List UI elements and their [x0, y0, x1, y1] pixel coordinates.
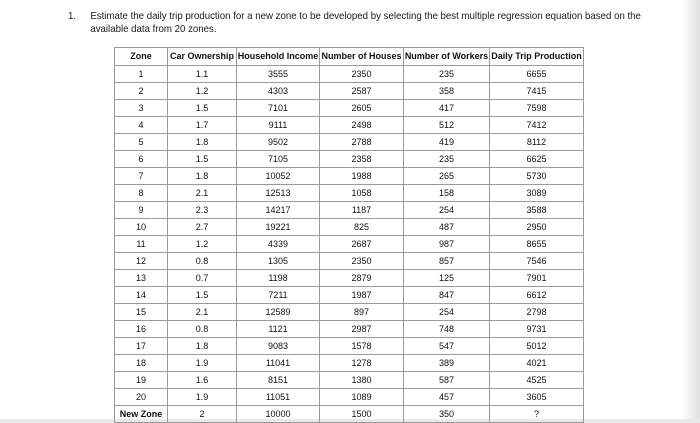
cell-number-of-workers: 125: [404, 270, 490, 287]
cell-car-ownership: 2.3: [168, 202, 237, 219]
cell-daily-trip-production: 8112: [490, 134, 584, 151]
cell-car-ownership: 0.7: [168, 270, 237, 287]
cell-number-of-houses: 1187: [320, 202, 404, 219]
cell-zone: 2: [115, 83, 168, 100]
cell-number-of-houses: 2605: [320, 100, 404, 117]
header-number-of-houses: Number of Houses: [320, 48, 404, 66]
table-row: [115, 117, 584, 134]
table-row: [115, 321, 584, 338]
table-row: [115, 83, 584, 100]
cell-zone: 8: [115, 185, 168, 202]
cell-car-ownership: 1.8: [168, 168, 237, 185]
cell-car-ownership: 2.7: [168, 219, 237, 236]
cell-number-of-houses: 1089: [320, 389, 404, 406]
cell-daily-trip-production: 7598: [490, 100, 584, 117]
cell-daily-trip-production: 5730: [490, 168, 584, 185]
cell-household-income: 8151: [237, 372, 320, 389]
cell-car-ownership: 1.6: [168, 372, 237, 389]
cell-household-income: 12513: [237, 185, 320, 202]
cell-number-of-workers: 587: [404, 372, 490, 389]
cell-zone: 1: [115, 66, 168, 83]
table-row: [115, 355, 584, 372]
table-row: [115, 406, 584, 423]
header-zone: Zone: [115, 48, 168, 66]
cell-zone: 15: [115, 304, 168, 321]
cell-number-of-houses: 2350: [320, 66, 404, 83]
cell-zone: 13: [115, 270, 168, 287]
cell-zone: 7: [115, 168, 168, 185]
table-row: [115, 338, 584, 355]
header-household-income: Household Income: [237, 48, 320, 66]
cell-number-of-workers: 417: [404, 100, 490, 117]
cell-number-of-workers: 487: [404, 219, 490, 236]
cell-number-of-houses: 1380: [320, 372, 404, 389]
cell-zone: 11: [115, 236, 168, 253]
header-car-ownership: Car Ownership: [168, 48, 237, 66]
cell-number-of-workers: 857: [404, 253, 490, 270]
cell-household-income: 4303: [237, 83, 320, 100]
cell-car-ownership: 1.9: [168, 389, 237, 406]
cell-daily-trip-production: 7546: [490, 253, 584, 270]
cell-car-ownership: 1.9: [168, 355, 237, 372]
cell-daily-trip-production: ?: [490, 406, 584, 423]
cell-daily-trip-production: 3588: [490, 202, 584, 219]
table-row: [115, 185, 584, 202]
cell-daily-trip-production: 8655: [490, 236, 584, 253]
cell-number-of-houses: 825: [320, 219, 404, 236]
cell-household-income: 7101: [237, 100, 320, 117]
cell-number-of-houses: 2358: [320, 151, 404, 168]
cell-household-income: 1198: [237, 270, 320, 287]
cell-number-of-houses: 1578: [320, 338, 404, 355]
cell-daily-trip-production: 5012: [490, 338, 584, 355]
table-row: [115, 151, 584, 168]
cell-household-income: 19221: [237, 219, 320, 236]
cell-number-of-houses: 2587: [320, 83, 404, 100]
cell-car-ownership: 2: [168, 406, 237, 423]
question-text: Estimate the daily trip production for a new zone to be developed by selecting the best multiple regression equation based on the available data from 20 zones.: [90, 11, 641, 35]
cell-household-income: 9083: [237, 338, 320, 355]
cell-household-income: 11041: [237, 355, 320, 372]
cell-zone: 16: [115, 321, 168, 338]
cell-car-ownership: 0.8: [168, 253, 237, 270]
cell-daily-trip-production: 2950: [490, 219, 584, 236]
cell-number-of-workers: 358: [404, 83, 490, 100]
cell-zone: 6: [115, 151, 168, 168]
cell-number-of-workers: 748: [404, 321, 490, 338]
cell-daily-trip-production: 6612: [490, 287, 584, 304]
cell-zone: 17: [115, 338, 168, 355]
cell-car-ownership: 1.2: [168, 236, 237, 253]
cell-number-of-houses: 2987: [320, 321, 404, 338]
cell-zone: 10: [115, 219, 168, 236]
cell-number-of-workers: 419: [404, 134, 490, 151]
table-row: [115, 389, 584, 406]
cell-number-of-workers: 235: [404, 151, 490, 168]
table-header-row: [115, 48, 584, 66]
cell-number-of-workers: 254: [404, 202, 490, 219]
cell-zone: 9: [115, 202, 168, 219]
cell-number-of-houses: 1988: [320, 168, 404, 185]
cell-number-of-workers: 265: [404, 168, 490, 185]
table-row: [115, 66, 584, 83]
table-row: [115, 202, 584, 219]
cell-car-ownership: 2.1: [168, 304, 237, 321]
table-row: [115, 270, 584, 287]
cell-number-of-houses: 2879: [320, 270, 404, 287]
question-number: 1.: [68, 11, 77, 22]
cell-daily-trip-production: 4525: [490, 372, 584, 389]
cell-number-of-houses: 2788: [320, 134, 404, 151]
header-number-of-workers: Number of Workers: [404, 48, 490, 66]
cell-daily-trip-production: 4021: [490, 355, 584, 372]
header-daily-trip-production: Daily Trip Production: [490, 48, 584, 66]
cell-household-income: 9111: [237, 117, 320, 134]
page-edge-shadow: [682, 0, 700, 419]
cell-zone: 12: [115, 253, 168, 270]
table-row: [115, 168, 584, 185]
table-row: [115, 287, 584, 304]
cell-number-of-houses: 2498: [320, 117, 404, 134]
cell-car-ownership: 1.2: [168, 83, 237, 100]
cell-household-income: 3555: [237, 66, 320, 83]
cell-number-of-workers: 512: [404, 117, 490, 134]
cell-number-of-houses: 1278: [320, 355, 404, 372]
cell-number-of-workers: 389: [404, 355, 490, 372]
cell-car-ownership: 1.5: [168, 287, 237, 304]
cell-number-of-workers: 547: [404, 338, 490, 355]
cell-car-ownership: 1.7: [168, 117, 237, 134]
table-row: [115, 236, 584, 253]
cell-household-income: 11051: [237, 389, 320, 406]
cell-car-ownership: 1.8: [168, 134, 237, 151]
cell-zone: 18: [115, 355, 168, 372]
cell-number-of-houses: 897: [320, 304, 404, 321]
cell-zone: 3: [115, 100, 168, 117]
cell-number-of-workers: 158: [404, 185, 490, 202]
cell-zone: 20: [115, 389, 168, 406]
cell-number-of-workers: 235: [404, 66, 490, 83]
cell-household-income: 10052: [237, 168, 320, 185]
cell-household-income: 7211: [237, 287, 320, 304]
cell-daily-trip-production: 6625: [490, 151, 584, 168]
cell-number-of-houses: 2687: [320, 236, 404, 253]
cell-daily-trip-production: 9731: [490, 321, 584, 338]
cell-number-of-houses: 2350: [320, 253, 404, 270]
cell-number-of-workers: 457: [404, 389, 490, 406]
cell-number-of-houses: 1058: [320, 185, 404, 202]
table-row: [115, 219, 584, 236]
cell-number-of-workers: 847: [404, 287, 490, 304]
table-row: [115, 134, 584, 151]
cell-zone: 14: [115, 287, 168, 304]
table-row: [115, 372, 584, 389]
cell-zone: 4: [115, 117, 168, 134]
cell-daily-trip-production: 7901: [490, 270, 584, 287]
cell-car-ownership: 1.5: [168, 100, 237, 117]
cell-household-income: 4339: [237, 236, 320, 253]
cell-daily-trip-production: 7412: [490, 117, 584, 134]
cell-car-ownership: 1.8: [168, 338, 237, 355]
cell-daily-trip-production: 3605: [490, 389, 584, 406]
cell-household-income: 12589: [237, 304, 320, 321]
cell-number-of-workers: 254: [404, 304, 490, 321]
table-row: [115, 100, 584, 117]
zone-data-table: [114, 47, 584, 423]
cell-number-of-workers: 350: [404, 406, 490, 423]
cell-car-ownership: 0.8: [168, 321, 237, 338]
cell-household-income: 1305: [237, 253, 320, 270]
cell-zone: 19: [115, 372, 168, 389]
cell-car-ownership: 1.1: [168, 66, 237, 83]
cell-household-income: 9502: [237, 134, 320, 151]
cell-car-ownership: 1.5: [168, 151, 237, 168]
cell-household-income: 14217: [237, 202, 320, 219]
cell-number-of-workers: 987: [404, 236, 490, 253]
cell-daily-trip-production: 3089: [490, 185, 584, 202]
table-body: [115, 66, 584, 423]
cell-daily-trip-production: 7415: [490, 83, 584, 100]
cell-car-ownership: 2.1: [168, 185, 237, 202]
cell-zone: 5: [115, 134, 168, 151]
table-row: [115, 253, 584, 270]
table-row: [115, 304, 584, 321]
cell-household-income: 7105: [237, 151, 320, 168]
cell-daily-trip-production: 6655: [490, 66, 584, 83]
cell-zone: New Zone: [115, 406, 168, 423]
cell-number-of-houses: 1500: [320, 406, 404, 423]
cell-number-of-houses: 1987: [320, 287, 404, 304]
cell-household-income: 1121: [237, 321, 320, 338]
cell-daily-trip-production: 2798: [490, 304, 584, 321]
cell-household-income: 10000: [237, 406, 320, 423]
